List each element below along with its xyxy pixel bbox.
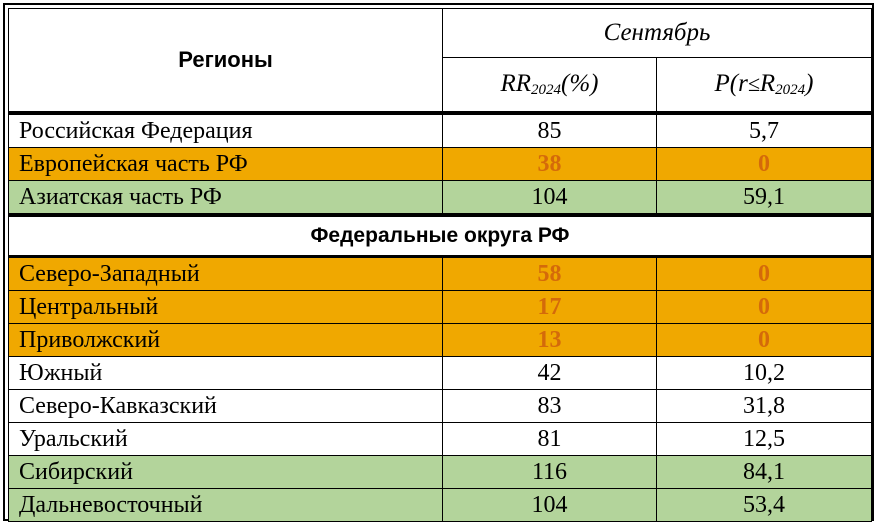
probability-column-header: $P(r\le R_{2024})$ [657, 58, 872, 114]
rr-value-cell: 17 [443, 291, 657, 324]
probability-value-cell: 53,4 [657, 489, 872, 522]
rr-value-cell: 85 [443, 113, 657, 148]
probability-value-cell: 0 [657, 257, 872, 291]
region-name-cell: Дальневосточный [9, 489, 443, 522]
rr-value-cell: 116 [443, 456, 657, 489]
table-row [9, 357, 872, 390]
probability-value-cell: 0 [657, 148, 872, 181]
table-row [9, 291, 872, 324]
table-row [9, 181, 872, 216]
region-name-cell: Южный [9, 357, 443, 390]
rr-value-cell: 104 [443, 489, 657, 522]
probability-value-cell: 10,2 [657, 357, 872, 390]
table-row [9, 390, 872, 423]
probability-value-cell: 84,1 [657, 456, 872, 489]
probability-value-cell: 12,5 [657, 423, 872, 456]
table-row [9, 257, 872, 291]
region-name-cell: Российская Федерация [9, 113, 443, 148]
table-row [9, 324, 872, 357]
region-name-cell: Северо-Кавказский [9, 390, 443, 423]
region-name-cell: Приволжский [9, 324, 443, 357]
table-row [9, 423, 872, 456]
regions-header: Регионы [9, 9, 443, 114]
probability-value-cell: 59,1 [657, 181, 872, 216]
probability-value-cell: 31,8 [657, 390, 872, 423]
regions-table [8, 8, 872, 522]
table-row [9, 456, 872, 489]
section-row [9, 215, 872, 257]
probability-value-cell: 5,7 [657, 113, 872, 148]
rr-value-cell: 83 [443, 390, 657, 423]
month-header: Сентябрь [443, 9, 872, 58]
table-row [9, 113, 872, 148]
region-name-cell: Азиатская часть РФ [9, 181, 443, 216]
rr-value-cell: 42 [443, 357, 657, 390]
region-name-cell: Европейская часть РФ [9, 148, 443, 181]
rr-value-cell: 38 [443, 148, 657, 181]
region-name-cell: Уральский [9, 423, 443, 456]
table-row [9, 489, 872, 522]
table-row [9, 148, 872, 181]
region-name-cell: Центральный [9, 291, 443, 324]
probability-value-cell: 0 [657, 324, 872, 357]
rr-value-cell: 13 [443, 324, 657, 357]
rr-value-cell: 81 [443, 423, 657, 456]
rr-column-header: $RR_{2024}(\%)$ [443, 58, 657, 114]
probability-value-cell: 0 [657, 291, 872, 324]
region-name-cell: Сибирский [9, 456, 443, 489]
rr-value-cell: 104 [443, 181, 657, 216]
region-name-cell: Северо-Западный [9, 257, 443, 291]
rr-value-cell: 58 [443, 257, 657, 291]
section-title: Федеральные округа РФ [9, 215, 872, 257]
